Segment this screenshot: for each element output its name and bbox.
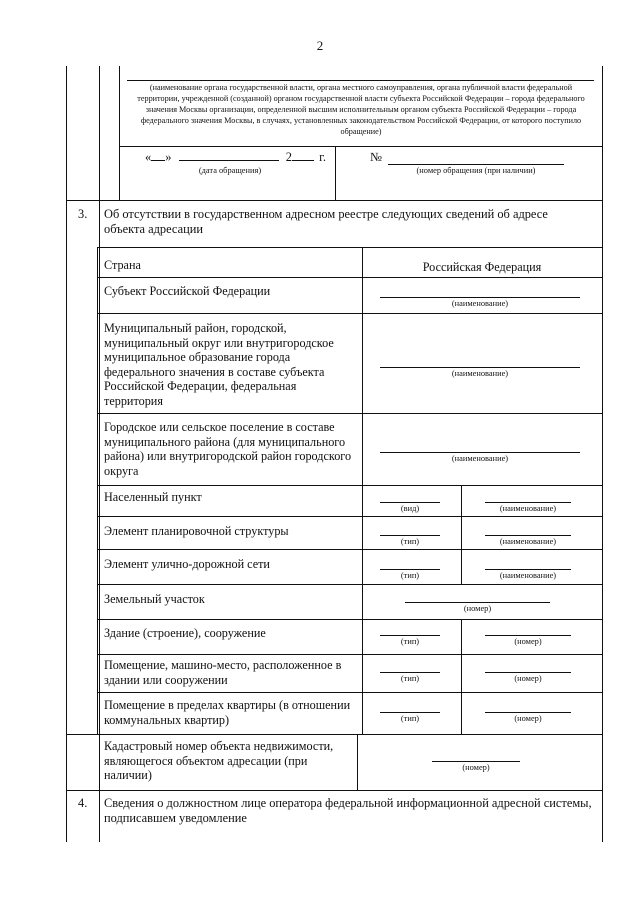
row-planning-blank-left xyxy=(380,535,440,536)
year-blank xyxy=(292,160,314,161)
section4-number: 4. xyxy=(78,796,88,810)
authority-note: (наименование органа государственной власти, органа местного самоуправления, органа публичной власти федеральной территории, учрежденной (созданной) органом государственной власти субъекта Российской Федерации – города федерального значения Москвы организации, определенной высшим исполнительным органом субъекта Российской Федерации – города федерального значения Москвы, в случаях, установленных законодательством Российской Федерации, от которого поступило обращение) xyxy=(137,83,585,136)
cadastral-label: Кадастровый номер объекта недвижимости, являющегося объектом адресации (при наличии) xyxy=(104,739,334,782)
row-municipal-blank xyxy=(380,367,580,368)
row-country-label: Страна xyxy=(104,258,141,272)
row-road-label: Элемент улично-дорожной сети xyxy=(104,557,270,571)
row-subject-label: Субъект Российской Федерации xyxy=(104,284,271,298)
number-column-divider xyxy=(99,66,100,842)
split-column-a xyxy=(461,485,462,584)
row-line-10 xyxy=(97,692,602,693)
row-settlement-blank xyxy=(380,452,580,453)
row-line-3 xyxy=(97,413,602,414)
row-premises-caption-right: (номер) xyxy=(514,674,542,683)
row-premises-label: Помещение, машино-место, расположенное в здании или сооружении xyxy=(104,658,342,687)
request-number-caption: (номер обращения (при наличии) xyxy=(416,166,536,175)
request-date-caption: (дата обращения) xyxy=(198,166,262,175)
row-apartment-blank-right xyxy=(485,712,571,713)
row-building-caption-right: (номер) xyxy=(514,637,542,646)
row-building-blank-right xyxy=(485,635,571,636)
section3-table-bottom xyxy=(66,734,602,735)
row-road-blank-right xyxy=(485,569,571,570)
row-land-plot-caption: (номер) xyxy=(463,604,492,613)
table-top xyxy=(97,247,602,248)
row-line-2 xyxy=(97,313,602,314)
year-suffix: г. xyxy=(319,150,326,164)
authority-underline xyxy=(127,80,594,81)
row-apartment-caption-right: (номер) xyxy=(514,714,542,723)
row-road-blank-left xyxy=(380,569,440,570)
section4-title: Сведения о должностном лице оператора федеральной информационной адресной системы, подписавшем уведомление xyxy=(104,796,592,825)
row-premises-blank-left xyxy=(380,672,440,673)
section3-number: 3. xyxy=(78,207,88,221)
row-municipal-caption: (наименование) xyxy=(451,369,509,378)
row-building-blank-left xyxy=(380,635,440,636)
row-line-5 xyxy=(97,516,602,517)
row-settlement-caption: (наименование) xyxy=(451,454,509,463)
row-apartment-caption-left: (тип) xyxy=(400,714,420,723)
month-blank xyxy=(179,160,279,161)
row-locality-caption-right: (наименование) xyxy=(499,504,557,513)
row-settlement-label: Городское или сельское поселение в составе муниципального района (для муниципального района) или внутригородской район городского округа xyxy=(104,420,352,478)
row-subject-blank xyxy=(380,297,580,298)
row-line-8 xyxy=(97,619,602,620)
row-building-caption-left: (тип) xyxy=(400,637,420,646)
row-apartment-label: Помещение в пределах квартиры (в отношении коммунальных квартир) xyxy=(104,698,351,727)
row-locality-caption-left: (вид) xyxy=(400,504,420,513)
row-line-7 xyxy=(97,584,602,585)
row-municipal-label: Муниципальный район, городской, муниципальный округ или внутригородское муниципальное образование города федерального значения в составе субъекта Российской Федерации, федеральная территория xyxy=(104,321,334,408)
row-planning-blank-right xyxy=(485,535,571,536)
date-quote-open: « xyxy=(145,150,152,164)
cadastral-value-column xyxy=(357,734,358,790)
cadastral-blank xyxy=(432,761,520,762)
row-locality-label: Населенный пункт xyxy=(104,490,202,504)
section3-title: Об отсутствии в государственном адресном реестре следующих сведений об адресе объекта адресации xyxy=(104,207,548,236)
row-land-plot-label: Земельный участок xyxy=(104,592,205,606)
left-border xyxy=(66,66,67,842)
row-planning-label: Элемент планировочной структуры xyxy=(104,524,289,538)
row-line-6 xyxy=(97,549,602,550)
inner-left-border xyxy=(119,66,120,200)
row-line-1 xyxy=(97,277,602,278)
inner-left-border-section3 xyxy=(97,247,98,734)
date-quote-close: » xyxy=(165,150,172,164)
cadastral-caption: (номер) xyxy=(462,763,490,772)
request-number-blank xyxy=(388,164,564,165)
row-line-4 xyxy=(97,485,602,486)
row-subject-caption: (наименование) xyxy=(451,299,509,308)
page-number: 2 xyxy=(316,38,324,53)
table-value-column xyxy=(362,247,363,734)
section3-top xyxy=(66,200,602,201)
row-land-plot-blank xyxy=(405,602,550,603)
row-locality-blank-right xyxy=(485,502,571,503)
row-planning-caption-right: (наименование) xyxy=(499,537,557,546)
row-planning-caption-left: (тип) xyxy=(400,537,420,546)
row-road-caption-right: (наименование) xyxy=(499,571,557,580)
row-apartment-blank-left xyxy=(380,712,440,713)
row-road-caption-left: (тип) xyxy=(400,571,420,580)
cadastral-bottom xyxy=(66,790,602,791)
year-prefix: 2 xyxy=(285,150,292,164)
row-locality-blank-left xyxy=(380,502,440,503)
split-column-b xyxy=(461,619,462,734)
row-premises-caption-left: (тип) xyxy=(400,674,420,683)
row-building-label: Здание (строение), сооружение xyxy=(104,626,266,640)
row-premises-blank-right xyxy=(485,672,571,673)
row-line-9 xyxy=(97,654,602,655)
request-date xyxy=(145,150,330,180)
header-divider xyxy=(119,146,602,147)
day-blank xyxy=(151,160,165,161)
header-split xyxy=(335,146,336,200)
request-number-sign: № xyxy=(370,150,382,164)
right-border xyxy=(602,66,603,842)
row-country-value: Российская Федерация xyxy=(422,260,542,274)
